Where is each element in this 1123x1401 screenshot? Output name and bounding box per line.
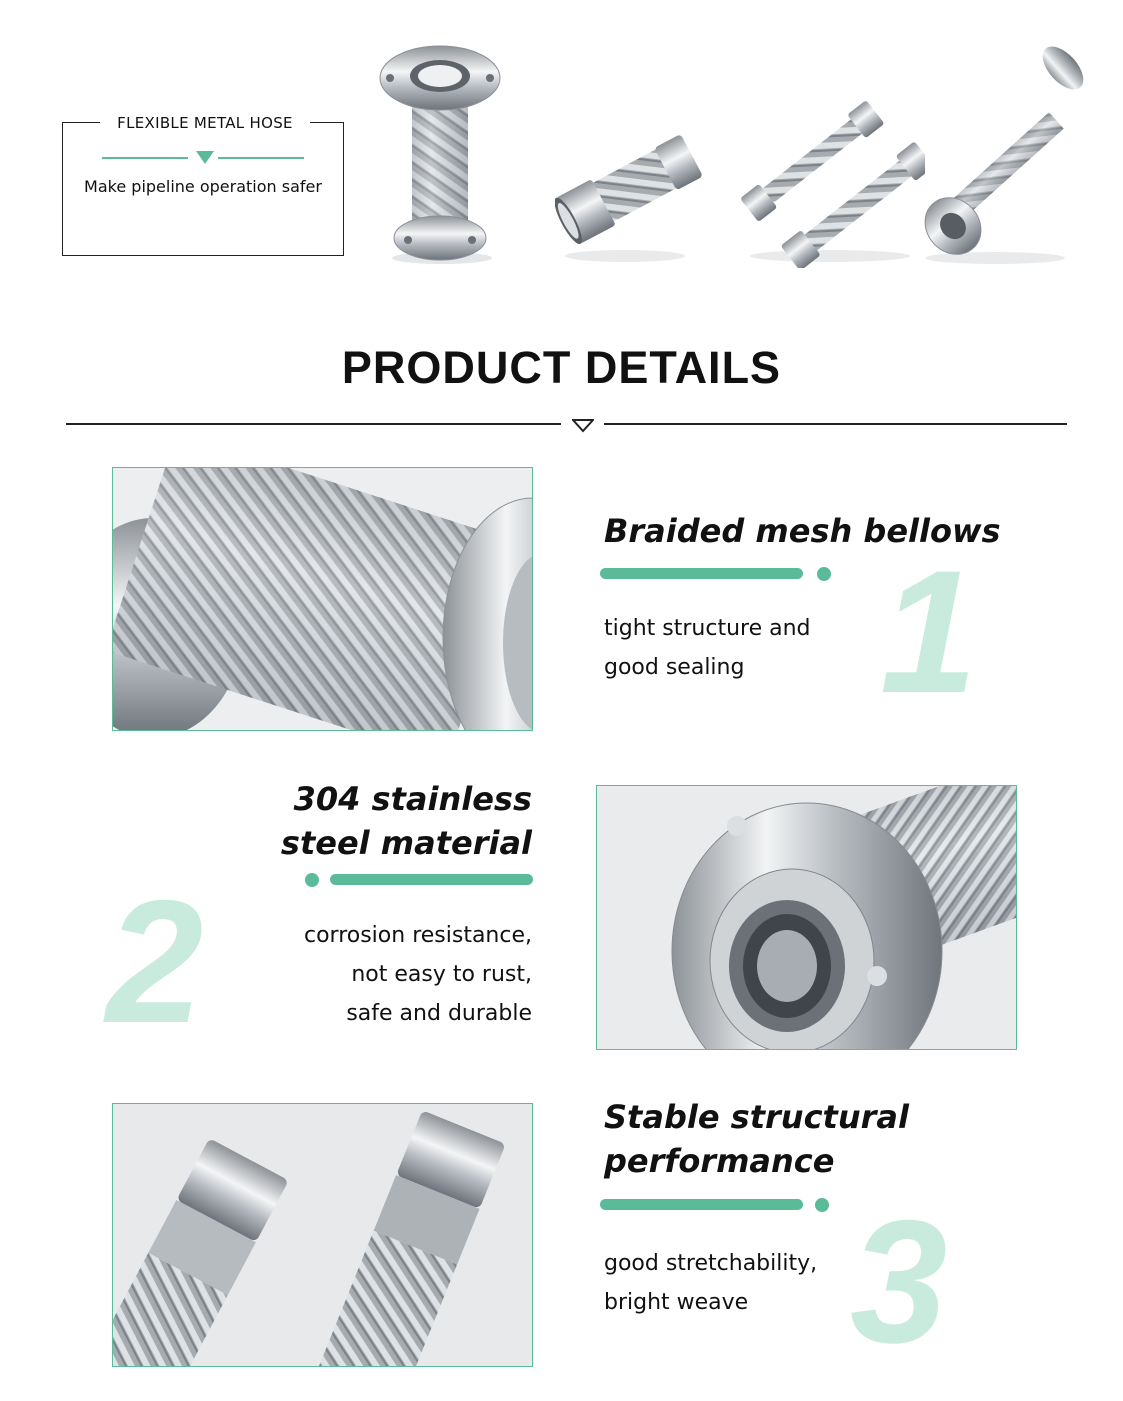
feature-2-desc	[232, 916, 532, 1033]
feature-3-bar	[600, 1199, 803, 1210]
feature-2-desc-line: corrosion resistance,	[303, 923, 532, 948]
feature-3-number: 3	[850, 1185, 948, 1380]
feature-2-bar	[330, 874, 533, 885]
intro-divider-right	[218, 157, 304, 159]
feature-2-photo	[596, 785, 1017, 1050]
feature-2-title-line: steel material	[280, 824, 532, 862]
flanged-hose-image	[370, 38, 510, 268]
intro-title: FLEXIBLE METAL HOSE	[100, 113, 310, 133]
feature-3-photo	[112, 1103, 533, 1367]
feature-1-desc-line: good sealing	[604, 655, 745, 680]
feature-1-bar	[600, 568, 803, 579]
feature-3-dot	[815, 1198, 829, 1212]
feature-1-dot	[817, 567, 831, 581]
intro-arrow-icon	[196, 151, 214, 164]
feature-1-desc-line: tight structure and	[604, 616, 811, 641]
feature-1-number: 1	[880, 535, 978, 730]
intro-subtitle: Make pipeline operation safer	[84, 177, 322, 196]
sleeve-hose-image	[555, 38, 705, 268]
feature-3-title-line: Stable structural	[604, 1098, 909, 1136]
feature-1-photo	[112, 467, 533, 731]
feature-2-desc-line: not easy to rust,	[351, 962, 532, 987]
feature-2-number: 2	[106, 865, 204, 1060]
feature-1-desc	[604, 609, 894, 687]
feature-3-title	[604, 1095, 1024, 1183]
chevron-down-icon	[572, 418, 594, 437]
feature-3-desc-line: good stretchability,	[604, 1251, 818, 1276]
feature-3-desc	[604, 1244, 894, 1322]
feature-3-desc-line: bright weave	[604, 1290, 749, 1315]
section-rule-right	[604, 423, 1067, 425]
feature-1-title: Braided mesh bellows	[604, 512, 1001, 550]
feature-2-title-line: 304 stainless	[293, 780, 532, 818]
feature-2-title	[230, 777, 532, 865]
threaded-hose-pair-image	[735, 38, 925, 268]
long-flanged-hose-image	[915, 38, 1095, 268]
intro-divider-left	[102, 157, 188, 159]
feature-3-title-line: performance	[604, 1142, 835, 1180]
feature-2-desc-line: safe and durable	[346, 1001, 532, 1026]
section-title: PRODUCT DETAILS	[341, 342, 782, 393]
feature-2-dot	[305, 873, 319, 887]
section-rule-left	[66, 423, 561, 425]
